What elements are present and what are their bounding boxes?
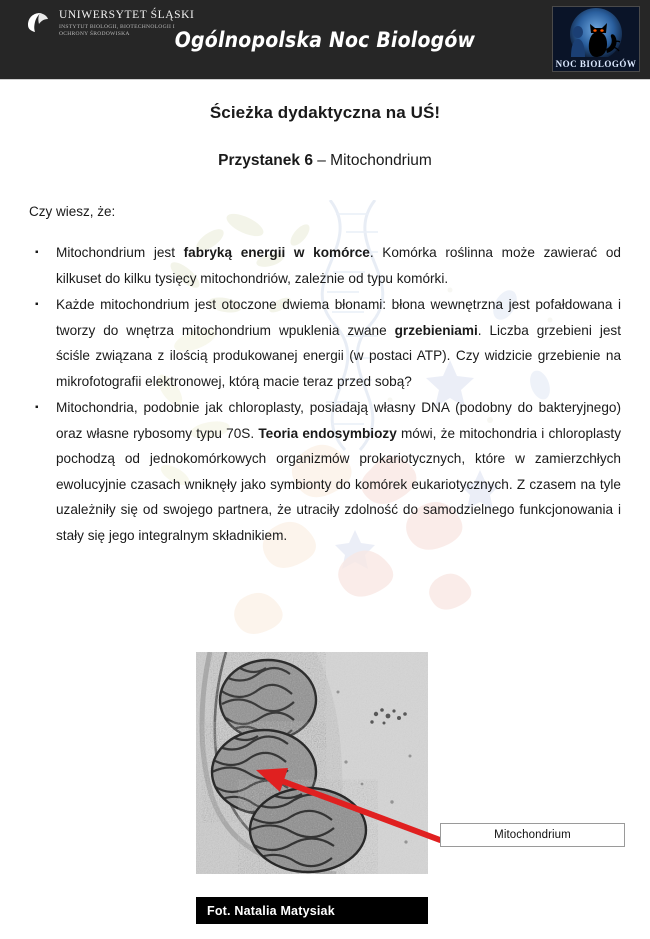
photo-credit-bar (196, 897, 428, 924)
university-name: UNIWERSYTET ŚLĄSKI (59, 9, 195, 21)
page-title: Ścieżka dydaktyczna na UŚ! (209, 103, 441, 122)
university-subtitle: INSTYTUT BIOLOGII, BIOTECHNOLOGII I OCHRONY ŚRODOWISKA (59, 24, 175, 38)
lead-question: Czy wiesz, że: (29, 204, 116, 219)
fact-bullet-text: Mitochondria, podobnie jak chloroplasty, posiadają własny DNA (podobny do bakteryjnego) oraz własne rybosomy typu 70S. Teoria endosymbiozy mówi, że mitochondria i chloroplasty pochodzą od jednokomórkowych organizmów prokariotycznych, które w zamierzchłych ewolucyjnie czasach wniknęły jako symbionty do komórek eukariotycznych. Z czasem na tyle uzależniły się od swojego partnera, że utraciły zdolność do samodzielnego funkcjonowania i stały się jego integralnym składnikiem. (56, 400, 621, 543)
bullet-marker-icon: ▪ (35, 247, 39, 258)
fact-bullet-text: Mitochondrium jest fabryką energii w komórce. Komórka roślinna może zawierać od kilkuset do kilku tysięcy mitochondriów, zależnie od typu komórki. (56, 245, 621, 286)
event-title: Ogólnopolska Noc Biologów (174, 28, 476, 52)
bullet-marker-icon: ▪ (35, 402, 39, 413)
fact-bullet-text: Każde mitochondrium jest otoczone dwiema błonami: błona wewnętrzna jest pofałdowana i tworzy do wnętrza mitochondrium wpuklenia zwane grzebieniami. Liczba grzebieni jest ściśle związana z ilością produkowanej energii (w postaci ATP). Czy widzicie grzebienie na mikrofotografii elektronowej, którą macie teraz przed sobą? (56, 297, 621, 389)
fact-bullet-list (29, 240, 621, 549)
svg-text:NOC BIOLOGÓW: NOC BIOLOGÓW (555, 59, 637, 69)
stop-subtitle (0, 152, 650, 170)
fact-bullet (29, 395, 621, 548)
stop-number: Przystanek 6 (218, 152, 313, 169)
photo-credit-text: Fot. Natalia Matysiak (207, 903, 335, 918)
electron-micrograph-image (196, 652, 428, 874)
fact-bullet (29, 240, 621, 291)
fact-bullet (29, 292, 621, 394)
bullet-marker-icon: ▪ (35, 299, 39, 310)
mitochondrium-label-box (440, 823, 625, 847)
stop-name: – Mitochondrium (312, 152, 432, 169)
mitochondrium-label-text: Mitochondrium (494, 829, 571, 841)
